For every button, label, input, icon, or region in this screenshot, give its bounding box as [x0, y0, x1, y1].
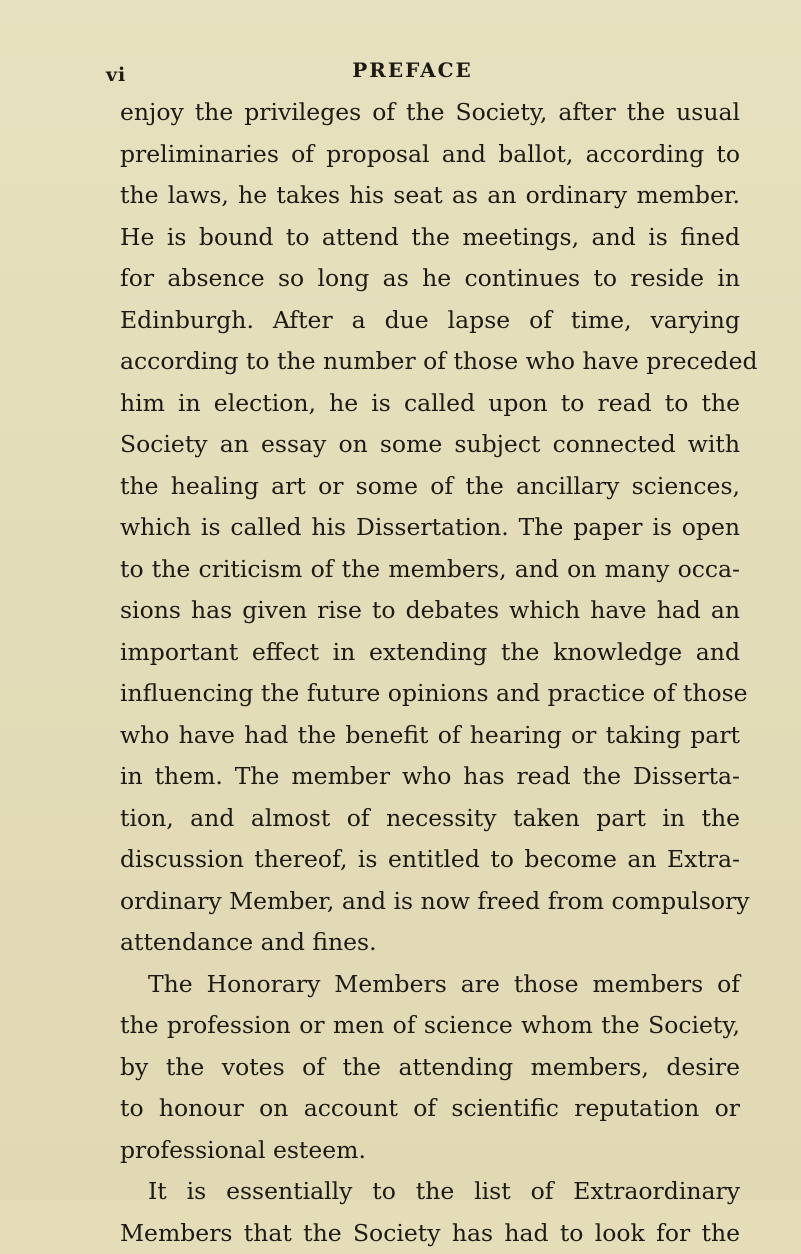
text-line: Edinburgh. After a due lapse of time, varying — [120, 300, 740, 342]
text-line: The Honorary Members are those members of — [120, 964, 740, 1006]
text-line: the healing art or some of the ancillary sciences, — [120, 466, 740, 508]
text-line: professional esteem. — [120, 1130, 740, 1172]
text-line: to honour on account of scientific reputation or — [120, 1088, 740, 1130]
text-line: preliminaries of proposal and ballot, according to — [120, 134, 740, 176]
text-line: It is essentially to the list of Extraordinary — [120, 1171, 740, 1213]
text-line: enjoy the privileges of the Society, after the usual — [120, 92, 740, 134]
text-line: who have had the benefit of hearing or taking part — [120, 715, 740, 757]
paragraph — [120, 1171, 740, 1254]
text-line: influencing the future opinions and practice of those — [120, 673, 740, 715]
text-line: attendance and fines. — [120, 922, 740, 964]
text-line: tion, and almost of necessity taken part in the — [120, 798, 740, 840]
text-line: by the votes of the attending members, desire — [120, 1047, 740, 1089]
text-line: him in election, he is called upon to read to the — [120, 383, 740, 425]
text-line: discussion thereof, is entitled to become an Extra- — [120, 839, 740, 881]
text-line: to the criticism of the members, and on many occa- — [120, 549, 740, 591]
page-number: vi — [106, 64, 126, 86]
text-line: according to the number of those who have preceded — [120, 341, 740, 383]
text-line: the profession or men of science whom the Society, — [120, 1005, 740, 1047]
text-line: for absence so long as he continues to reside in — [120, 258, 740, 300]
text-line: the laws, he takes his seat as an ordinary member. — [120, 175, 740, 217]
paragraph — [120, 92, 740, 964]
text-line: in them. The member who has read the Disserta- — [120, 756, 740, 798]
text-line: He is bound to attend the meetings, and is fined — [120, 217, 740, 259]
text-line: ordinary Member, and is now freed from compulsory — [120, 881, 740, 923]
text-line: important effect in extending the knowledge and — [120, 632, 740, 674]
running-head: PREFACE — [0, 58, 801, 82]
body-text — [120, 92, 740, 1254]
text-line: Members that the Society has had to look for the — [120, 1213, 740, 1254]
text-line: Society an essay on some subject connected with — [120, 424, 740, 466]
text-line: sions has given rise to debates which have had an — [120, 590, 740, 632]
paragraph — [120, 964, 740, 1172]
page-header — [0, 58, 801, 86]
text-line: which is called his Dissertation. The paper is open — [120, 507, 740, 549]
